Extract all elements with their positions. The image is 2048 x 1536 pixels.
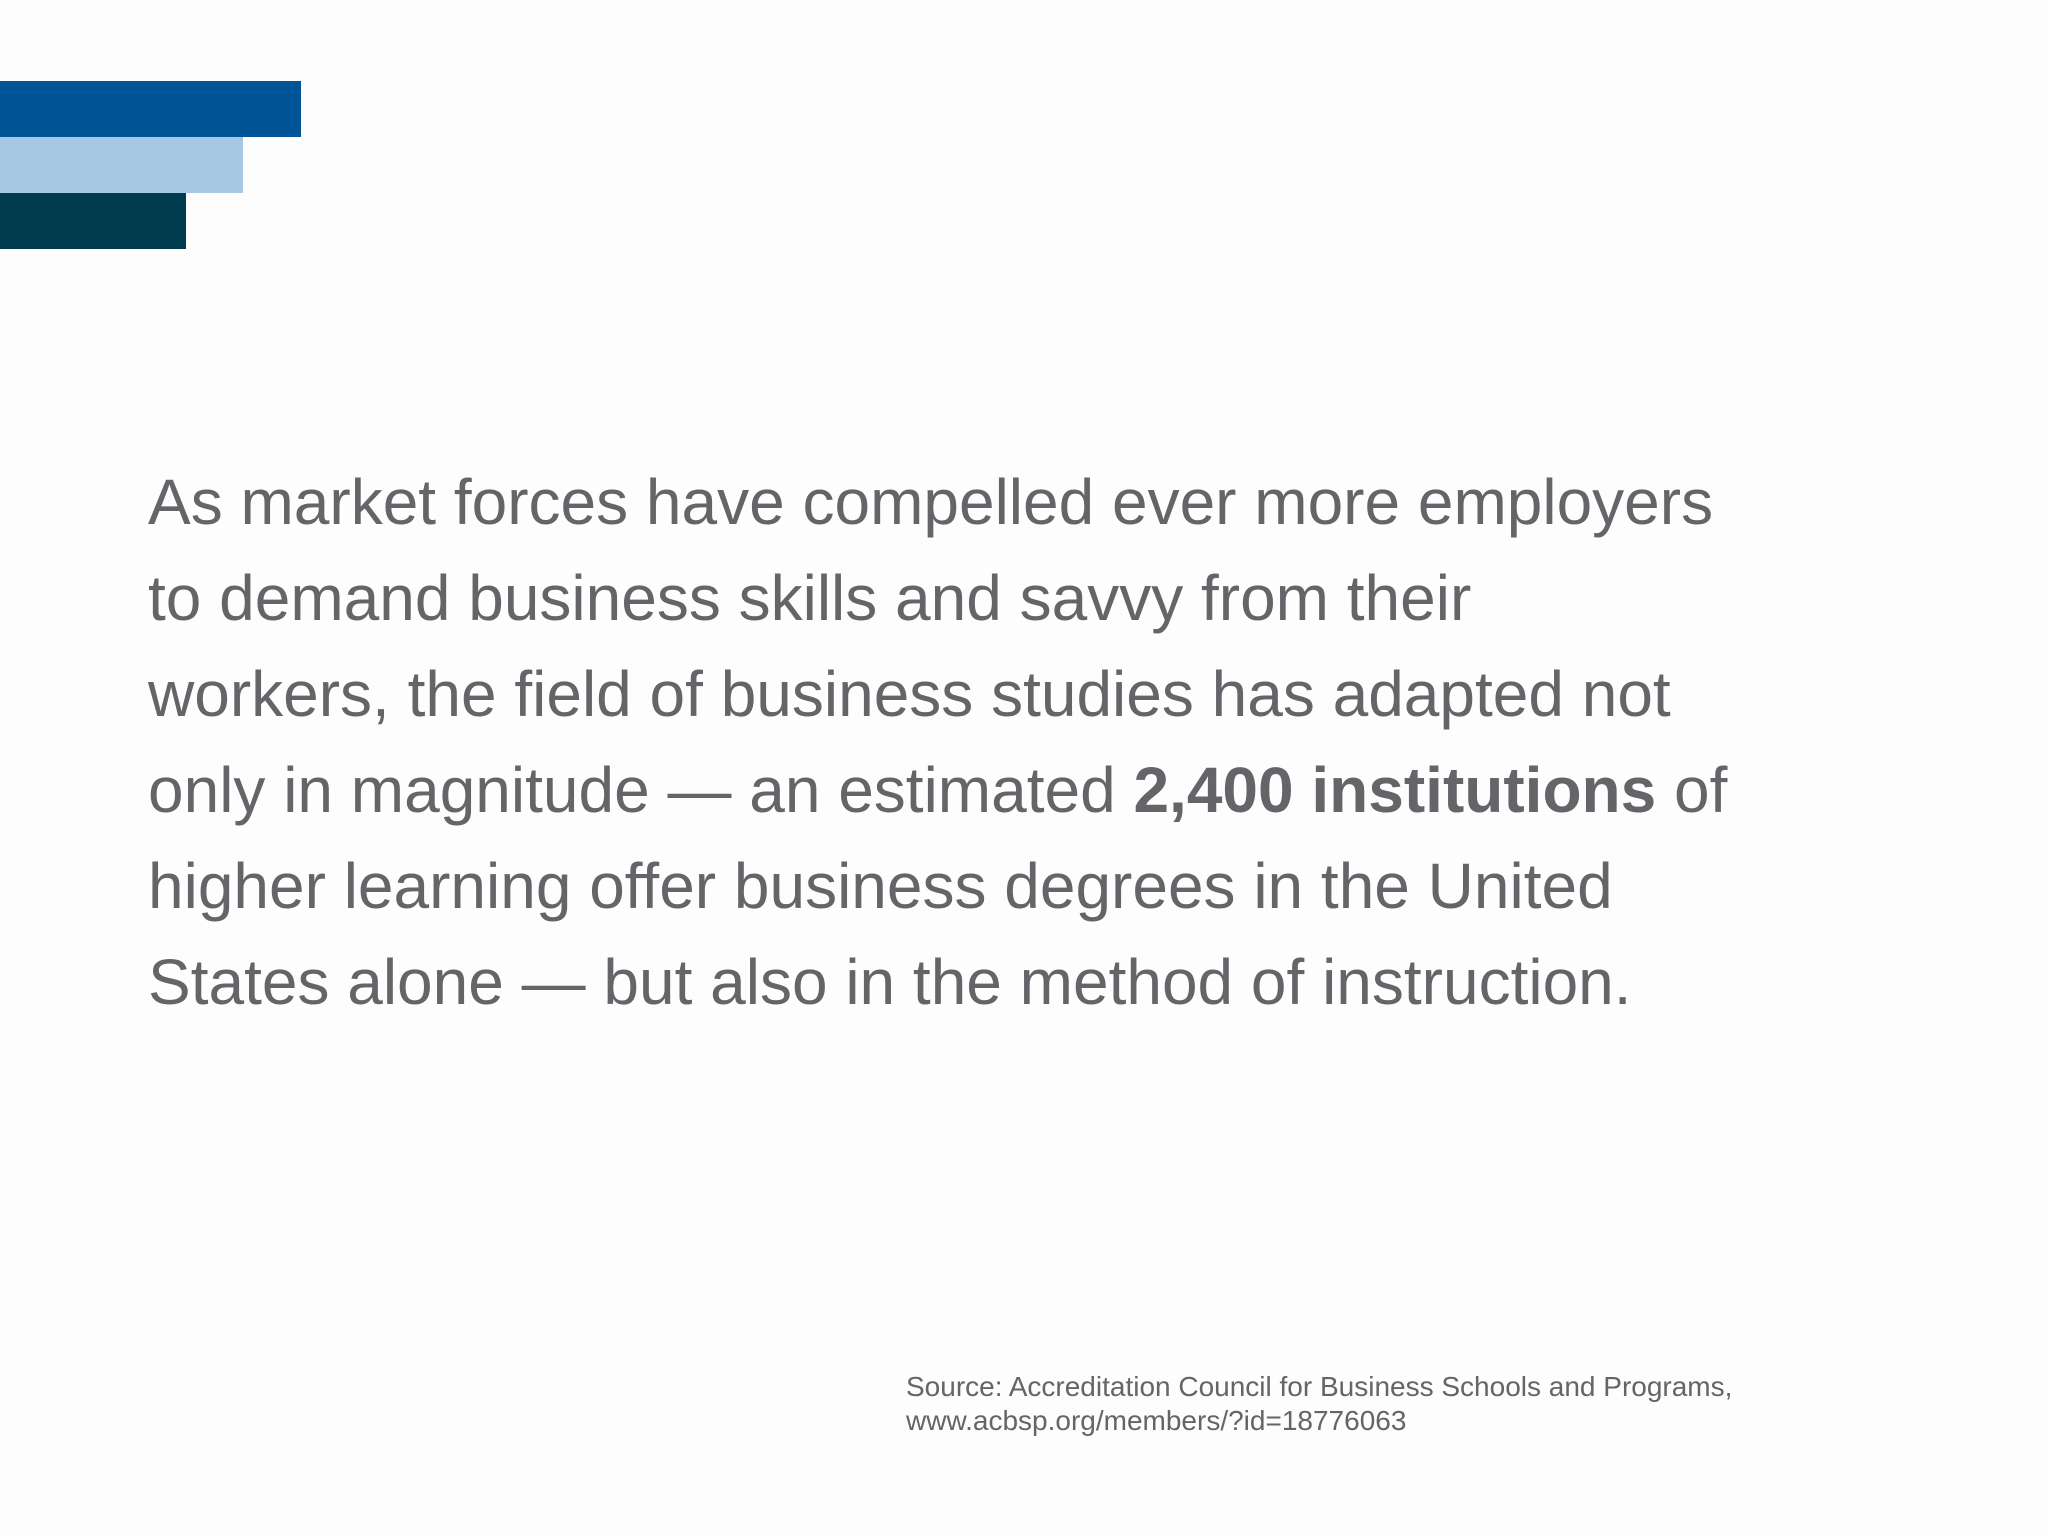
main-quote <box>148 454 1908 1030</box>
quote-line-4-end: of <box>1656 754 1728 826</box>
quote-line-6: States alone — but also in the method of instruction. <box>148 946 1632 1018</box>
accent-bars-decoration <box>0 81 302 251</box>
accent-bar-light-blue <box>0 137 243 193</box>
quote-line-1: As market forces have compelled ever more employers <box>148 466 1714 538</box>
quote-line-4-start: only in magnitude — an estimated <box>148 754 1134 826</box>
quote-line-4 <box>148 742 1908 838</box>
institutions-highlight: 2,400 institutions <box>1133 754 1657 826</box>
source-citation <box>906 1370 1946 1438</box>
source-line-1: Source: Accreditation Council for Business Schools and Programs, <box>906 1371 1733 1402</box>
quote-line-3: workers, the field of business studies has adapted not <box>148 658 1671 730</box>
accent-bar-navy <box>0 193 186 249</box>
quote-line-5: higher learning offer business degrees in the United <box>148 850 1613 922</box>
accent-bar-dark-blue <box>0 81 301 137</box>
source-url: www.acbsp.org/members/?id=18776063 <box>906 1405 1407 1436</box>
quote-line-2: to demand business skills and savvy from their <box>148 562 1472 634</box>
